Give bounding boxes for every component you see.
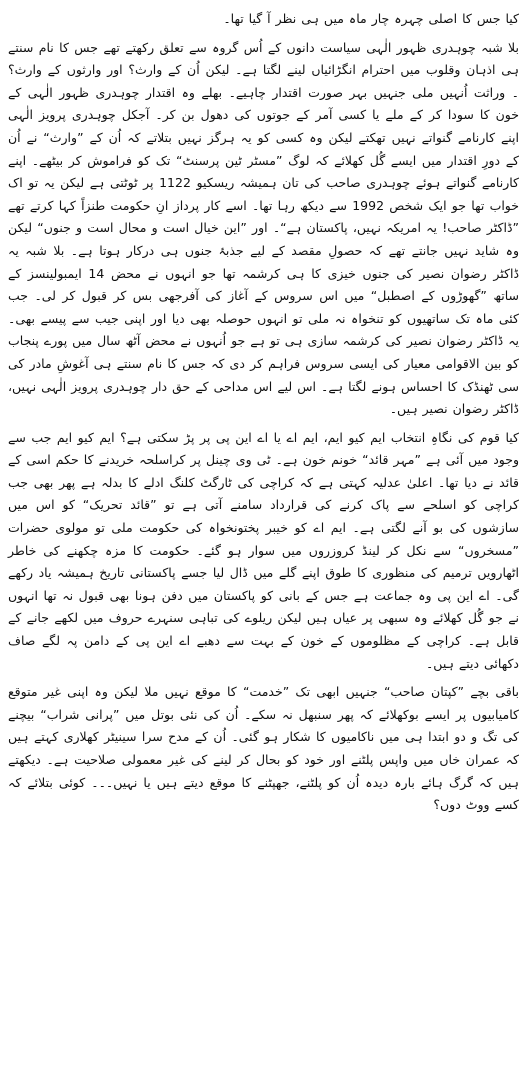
paragraph-intro: کیا جس کا اصلی چہرہ چار ماہ میں ہی نظر آ گیا تھا۔ [223,11,519,26]
paragraph-chaudhry: بلا شبہ چوہدری ظہور الٰہی سیاست دانوں کے اُس گروہ سے تعلق رکھتے تھے جس کا نام سنتے ہی اذہان وقلوب میں احترام انگڑائیاں لینے لگتا ہے۔ لیکن اُن کے وارث؟ اور وارثوں کے وارث؟ ۔ وراثت اُنہیں ملی جنہیں بہر صورت اقتدار چاہیے۔ بھلے وہ اقتدار چوہدری ظہور الٰہی کے خون کا سودا کر کے ملے یا کسی آمر کے جوتوں کی دھول بن کر۔ آجکل چوہدری پرویز الٰہی اپنے کارنامے گنواتے نہیں تھکتے لیکن وہ کسی کو یہ ہرگز نہیں بتلاتے کہ اُن کے ”وارث“ نے اُن کے دورِ اقتدار میں ایسے گُل کھلائے کہ لوگ ”مسٹر ٹین پرسنٹ“ تک کو فراموش کر بیٹھے۔ اپنے کارنامے گنواتے ہوئے چوہدری صاحب کی تان ہمیشہ ریسکیو 1122 پر ٹوٹتی ہے لیکن یہ تو اک خواب تھا جو ایک شخص 1992 سے دیکھ رہا تھا۔ اسے کار پرداز انِ حکومت طنزاً کہا کرتے تھے ”ڈاکٹر صاحب! یہ امریکہ نہیں، پاکستان ہے“۔ اور ”این خیال است و محال است و جنوں“ لیکن وہ شاید نہیں جانتے تھے کہ حصولِ مقصد کے لیے جذبۂ جنوں ہی درکار ہوتا ہے۔ بلا شبہ یہ ڈاکٹر رضوان نصیر کی جنوں خیزی کا ہی کرشمہ تھا جو انہوں نے محض 14 ایمبولینسز کے ساتھ ”گھوڑوں کے اصطبل“ میں اس سروس کے آغاز کی آفرجھی بس کر قبول کر لی۔ جب کئی ماہ تک ساتھیوں کو تنخواہ نہ ملی تو انہوں حوصلہ بھی دیا اور اپنی جیب سے پیسے بھی۔ یہ ڈاکٹر رضوان نصیر کی کرشمہ سازی ہی تو ہے جو اُنہوں نے محض آٹھ سال میں پورے پنجاب کو بین الاقوامی معیار کی ایسی سروس فراہم کر دی کہ جس کا نام سنتے ہی آغوشِ مادر کی سی ٹھنڈک کا احساس ہونے لگتا ہے۔ اس لیے اس مداحی کے حق دار چوہدری پرویز الٰہی نہیں، ڈاکٹر رضوان نصیر ہیں۔ [8,39,520,417]
paragraph-parties: کیا قوم کی نگاہِ انتخاب ایم کیو ایم، ایم اے یا اے این پی پر پڑ سکتی ہے؟ ایم کیو ایم جب سے وجود میں آئی ہے ”مہر قائد“ خونم خون ہے۔ ٹی وی چینل پر کراسلحہ خریدنے کا حکم اسی کے قائد نے دیا تھا۔ اعلیٰ عدلیہ کہتی ہے کہ کراچی کی ٹارگٹ کلنگ ادلے کا بدلہ ہے پھر بھی جب کراچی کو اسلحے سے پاک کرنے کی قرارداد سامنے آتی ہے تو ”قائد تحریک“ کو اس میں سازشوں کی بو آنے لگتی ہے۔ ایم اے کو خیبر پختونخواہ کی حکومت ملی تو مولوی حضرات ”مسخروں“ سے نکل کر لینڈ کروزروں میں سوار ہو گئے۔ حکومت کا مزہ چکھنے کی خاطر اٹھارویں ترمیم کی منظوری کا طوق اپنے گلے میں ڈال لیا جسے پاکستانی تاریخ ہمیشہ یاد رکھے گی۔ اے این پی وہ جماعت ہے جس کے بانی کو پاکستان میں دفن ہونا بھی قبول نہ تھا انہوں نے جو گُل کھلائے وہ سبھی پر عیاں ہیں لیکن ریلوے کی تباہی سنہرے حروف میں لکھے جانے کے قابل ہے۔ کراچی کے مظلوموں کے خون کے بہت سے دھبے اے این پی کے دامن پہ لگے صاف دکھائی دیتے ہیں۔ [8,429,519,671]
paragraph-captain: باقی بچے ”کپتان صاحب“ جنہیں ابھی تک ”خدمت“ کا موقع نہیں ملا لیکن وہ اپنی غیر متوقع کامیابیوں پر ایسے بوکھلائے کہ پھر سنبھل نہ سکے۔ اُن کی نئی بوتل میں ”پرانی شراب“ بیچنے کی تگ و دو ابتدا ہی میں ناکامیوں کا شکار ہو گئی۔ اُن کے مدح سرا سینیٹر کھلاری کہتے ہیں کہ عمران خاں میں واپس پلٹنے اور خود کو بحال کر لینے کی غیر معمولی صلاحیت ہے۔ دیکھتے ہیں کہ گرگ ہائے بارہ دیدہ اُن کو پلٹنے، جھپٹنے کا موقع دیتے ہیں یا نہیں۔۔۔ کوئی بتلائے کہ کسے ووٹ دوں؟ [8,684,519,813]
